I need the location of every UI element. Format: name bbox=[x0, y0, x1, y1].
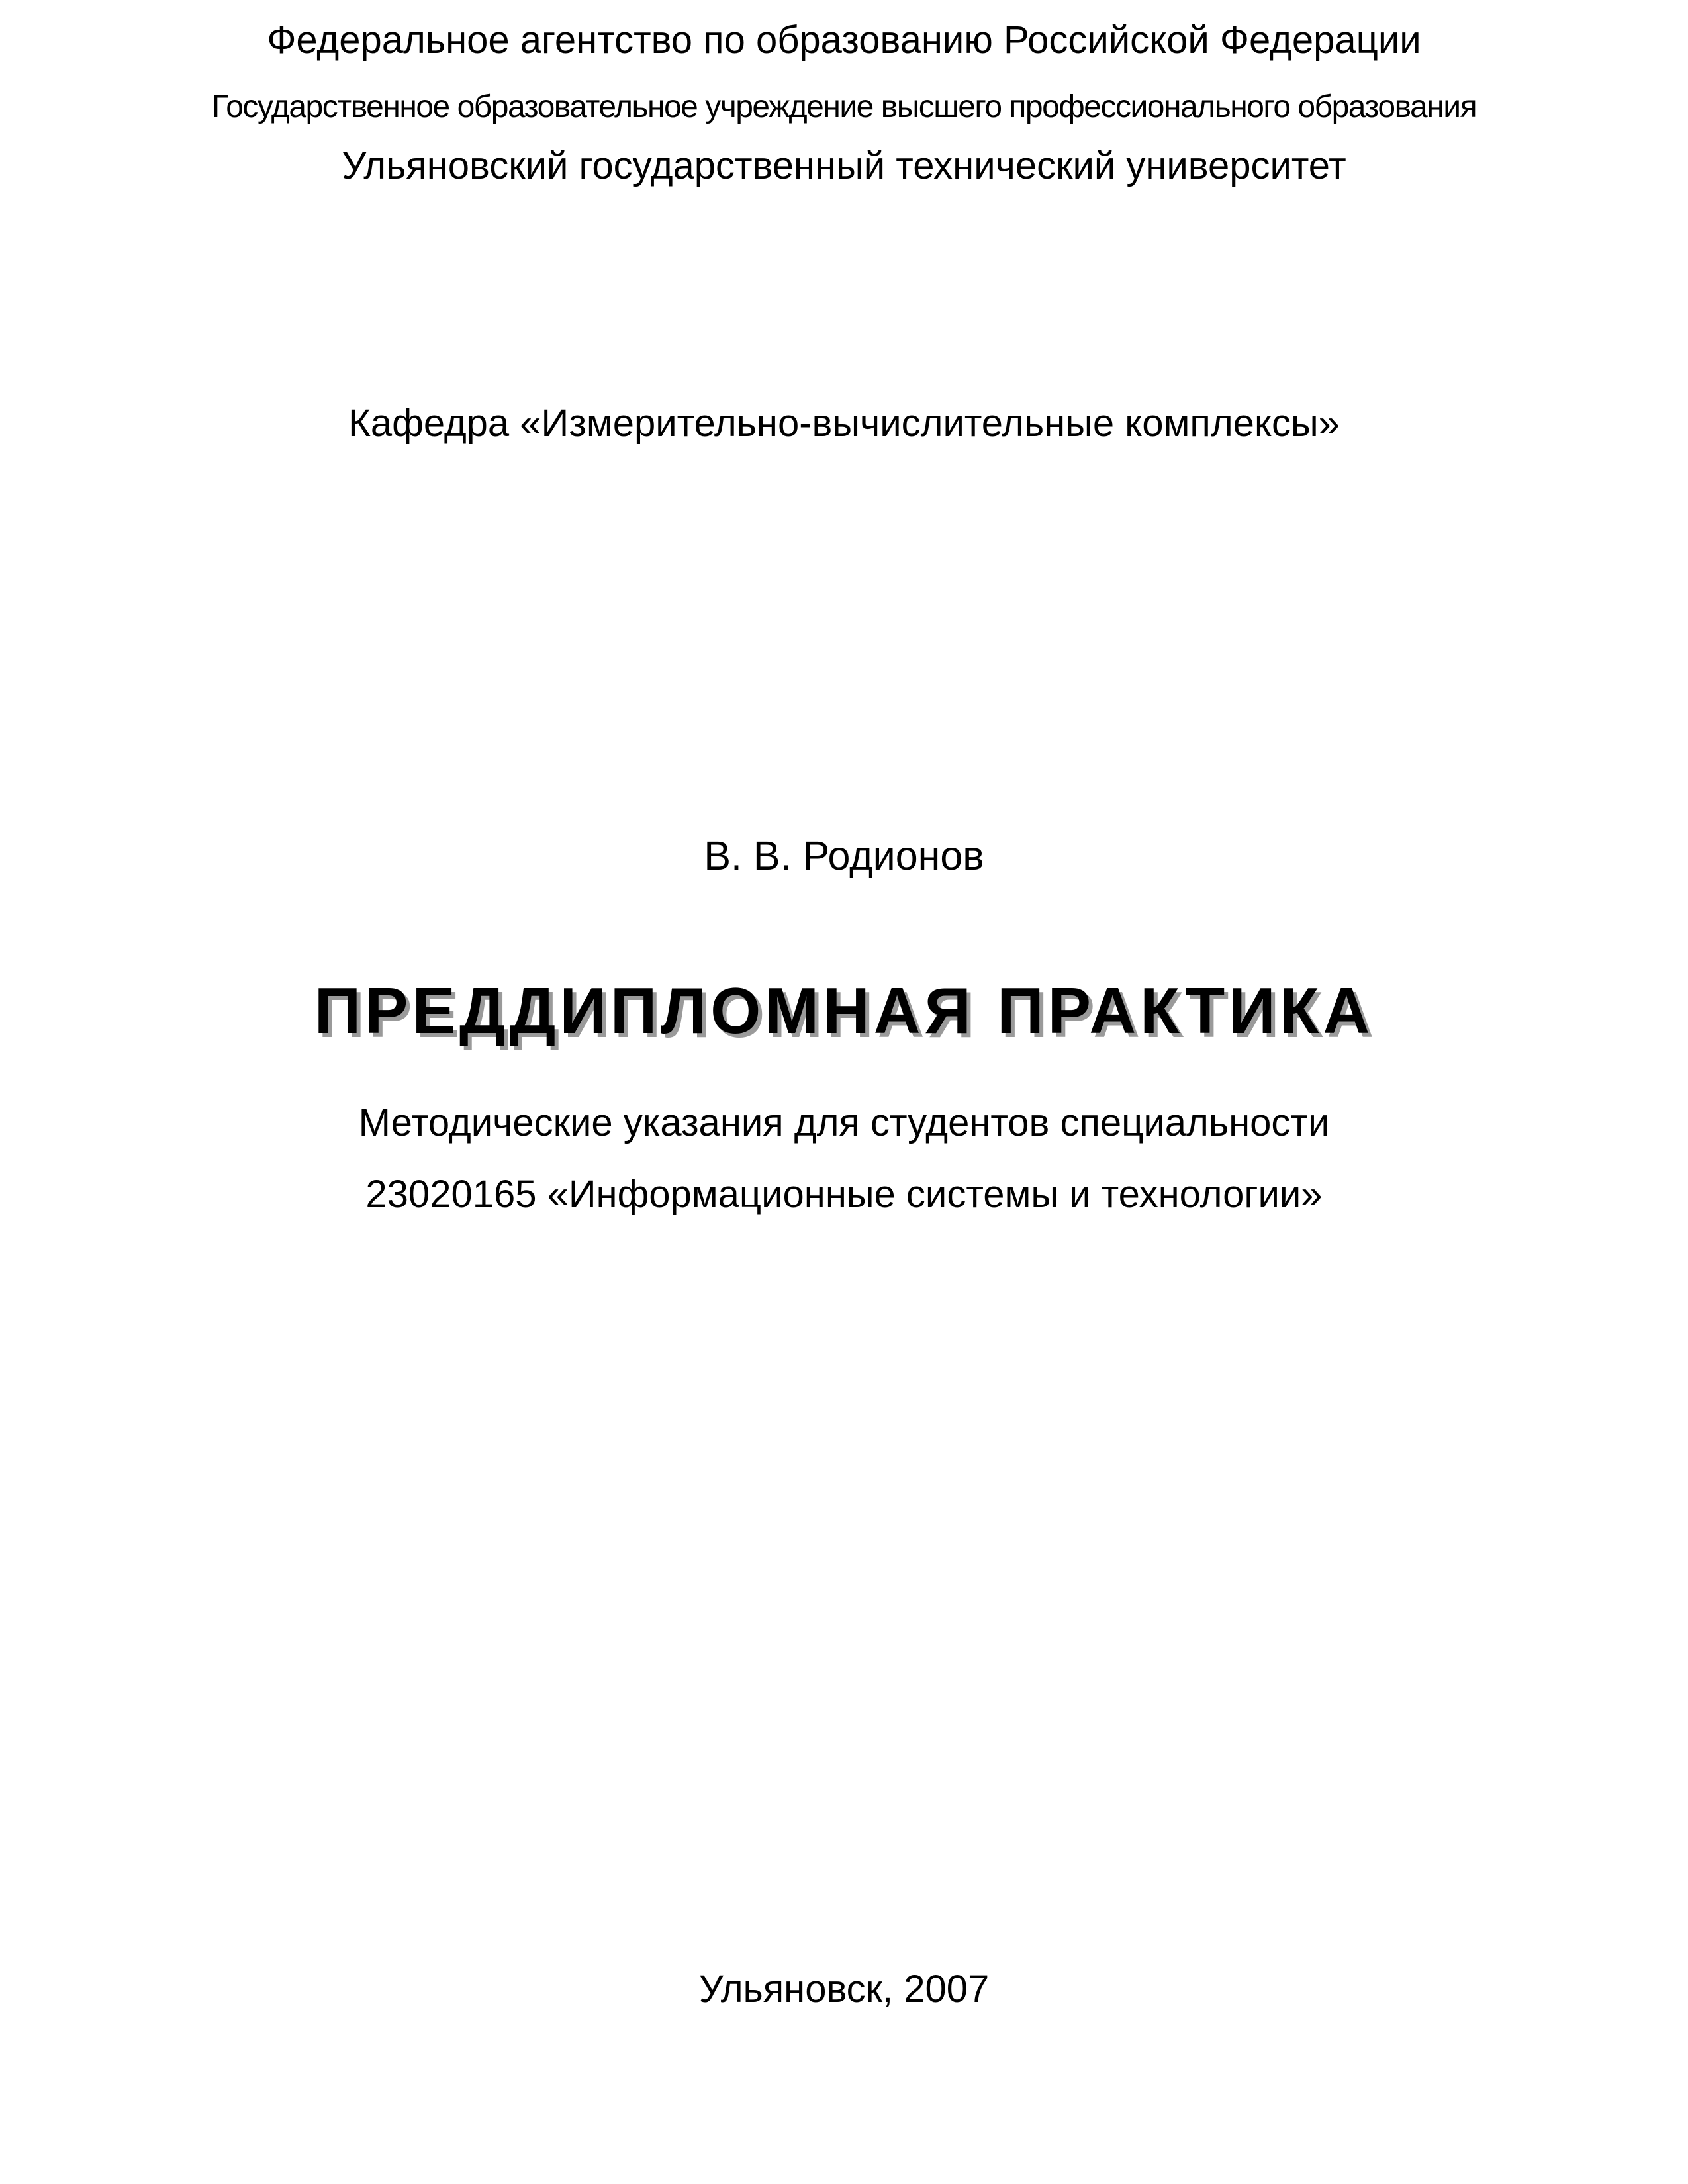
subtitle-line-2: 23020165 «Информационные системы и технологии» bbox=[365, 1173, 1323, 1216]
department-name: Кафедра «Измерительно-вычислительные комплексы» bbox=[348, 402, 1340, 445]
university-name: Ульяновский государственный технический университет bbox=[342, 144, 1346, 187]
document-title: ПРЕДДИПЛОМНАЯ ПРАКТИКА bbox=[314, 974, 1374, 1047]
place-and-year: Ульяновск, 2007 bbox=[698, 1968, 990, 2011]
institution-type: Государственное образовательное учреждение высшего профессионального образования bbox=[211, 89, 1477, 124]
author-name: В. В. Родионов bbox=[704, 833, 984, 878]
subtitle-line-1: Методические указания для студентов специальности bbox=[358, 1101, 1330, 1144]
agency-name: Федеральное агентство по образованию Российской Федерации bbox=[267, 19, 1421, 62]
